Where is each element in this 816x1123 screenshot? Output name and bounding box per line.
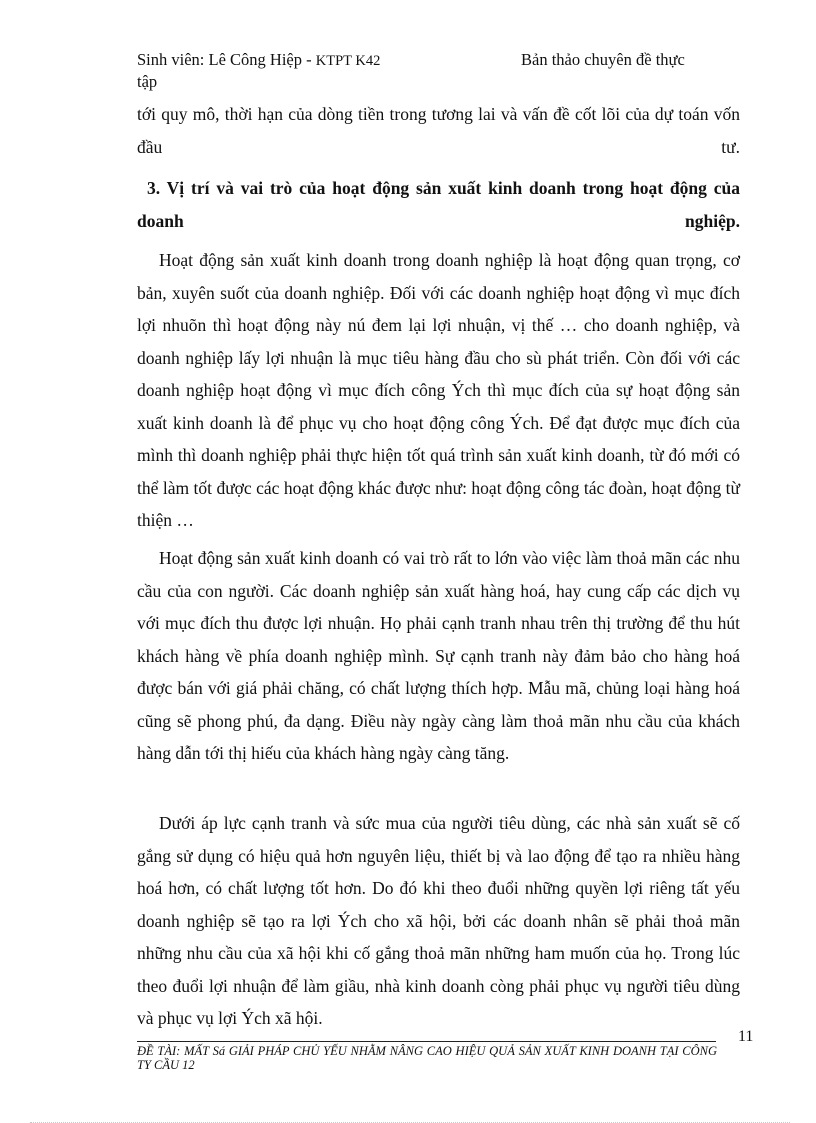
paragraph-consumer-needs: Hoạt động sản xuất kinh doanh có vai trò rất to lớn vào việc làm thoả mãn các nhu cầu của con người. Các doanh nghiệp sản xuất hàng hoá, hay cung cấp các dịch vụ với mục đích thu được lợi nhuận. Họ phải cạnh tranh nhau trên thị trường để thu hút khách hàng về phía doanh nghiệp mình. Sự cạnh tranh này đảm bảo cho hàng hoá được bán với giá phải chăng, có chất lượng thích hợp. Mẫu mã, chủng loại hàng hoá cũng sẽ phong phú, đa dạng. Điều này ngày càng làm thoả mãn nhu cầu của khách hàng dẫn tới thị hiếu của khách hàng ngày càng tăng. [137,548,740,763]
paragraph-competition-pressure: Dưới áp lực cạnh tranh và sức mua của người tiêu dùng, các nhà sản xuất sẽ cố gắng sử dụng có hiệu quả hơn nguyên liệu, thiết bị và lao động để tạo ra nhiều hàng hoá hơn, có chất lượng tốt hơn. Do đó khi theo đuổi những quyền lợi riêng tất yếu doanh nghiệp sẽ tạo ra lợi Ých cho xã hội, bởi các doanh nhân sẽ phải thoả mãn những nhu cầu của xã hội khi cố gắng thoả mãn những ham muốn của họ. Trong lúc theo đuổi lợi nhuận để làm giầu, nhà kinh doanh còng phải phục vụ người tiêu dùng và phục vụ lợi Ých xã hội. [137,813,740,1028]
header-student-info [137,50,380,71]
footer-topic: ĐỀ TÀI: MẤT Sá GIẢI PHÁP CHỦ YẾU NHẰM NÂNG CAO HIỆU QUẢ SẢN XUẤT KINH DOANH TẠI CÔNG TY CẦU 12 [137,1044,717,1072]
paragraph-role-overview: Hoạt động sản xuất kinh doanh trong doanh nghiệp là hoạt động quan trọng, cơ bản, xuyên suốt của doanh nghiệp. Đối với các doanh nghiệp hoạt động vì mục đích lợi nhuõn thì hoạt động này nú đem lại lợi nhuận, vị thế … cho doanh nghiệp, và doanh nghiệp lấy lợi nhuận là mục tiêu hàng đầu cho sù phát triển. Còn đối với các doanh nghiệp hoạt động vì mục đích công Ých thì mục đích của sự hoạt động sản xuất kinh doanh là để phục vụ cho hoạt động công Ých. Để đạt được mục đích của mình thì doanh nghiệp phải thực hiện tốt quá trình sản xuất kinh doanh, từ đó mới có thể làm tốt được các hoạt động khác được như: hoạt động công tác đoàn, hoạt động từ thiện … [137,250,740,530]
intro-paragraph: tới quy mô, thời hạn của dòng tiền trong tương lai và vấn đề cốt lõi của dự toán vốn đầu tư. [137,104,740,157]
header-student-name: Sinh viên: Lê Công Hiệp - [137,50,316,69]
footer-divider [137,1041,716,1042]
section-heading: 3. Vị trí và vai trò của hoạt động sản xuất kinh doanh trong hoạt động của doanh nghiệp. [137,178,740,231]
header-document-type-wrap: tập [137,72,158,91]
header-document-type: Bản thảo chuyên đề thực [521,50,685,69]
page-number: 11 [738,1028,754,1045]
header-class: KTPT K42 [315,53,381,69]
